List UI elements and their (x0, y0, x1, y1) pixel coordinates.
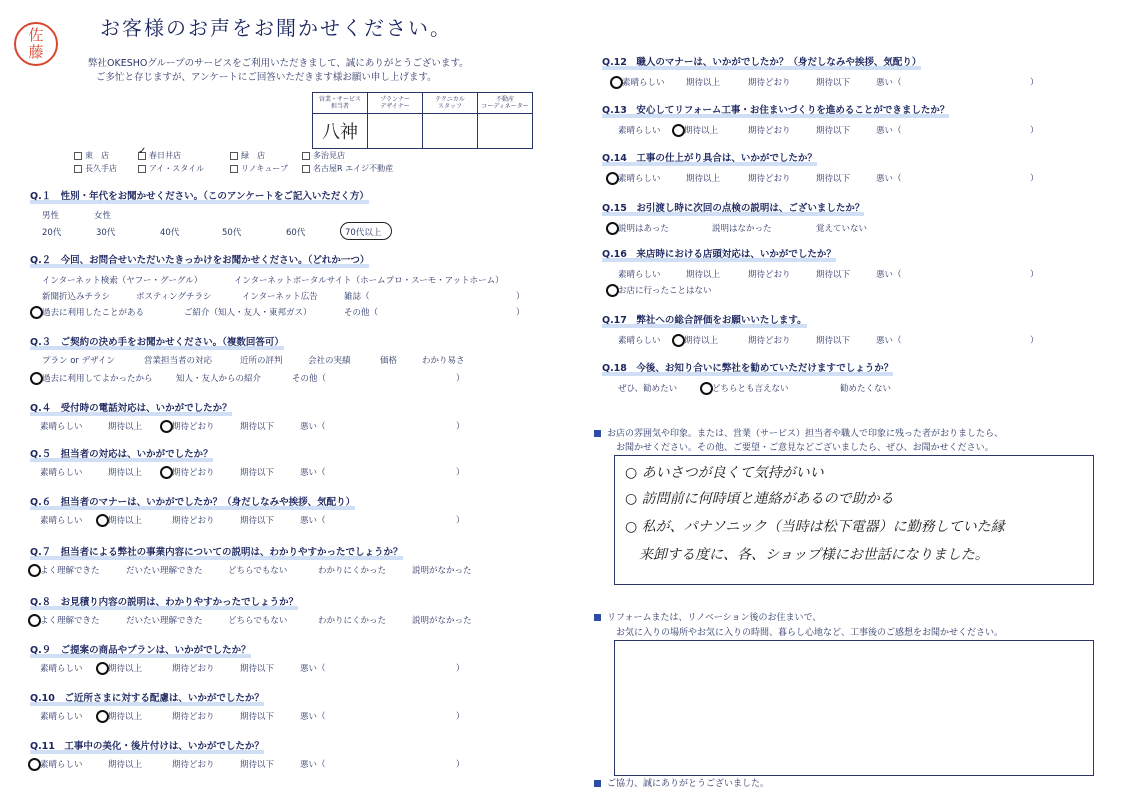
q1-option-30s[interactable]: 30代 (96, 228, 116, 238)
intro-line-2: ご多忙と存じますが、アンケートにご回答いただきます様お願い申し上げます。 (96, 72, 437, 83)
checkbox-icon[interactable] (302, 165, 310, 173)
q1-option-20s[interactable]: 20代 (42, 228, 62, 238)
selected-circle-icon (160, 466, 173, 479)
q5-option-1[interactable]: 素晴らしい (40, 468, 83, 478)
q2-option-flyer[interactable]: 新聞折込みチラシ (42, 292, 111, 302)
q2-paren-close: ） (516, 292, 525, 302)
selected-circle-icon (606, 172, 619, 185)
q14-option-1[interactable]: 素晴らしい (618, 172, 661, 184)
seal-char-1: 佐 (28, 26, 44, 44)
q11-option-1[interactable]: 素晴らしい (40, 758, 83, 770)
selected-circle-icon (606, 222, 619, 235)
store-option-kasugai[interactable]: ✓ 春日井店 (138, 150, 181, 161)
q5-paren-close: ） (456, 468, 465, 478)
question-7-title: Q.７ 担当者による弊社の事業内容についての説明は、わかりやすかったでしょうか？ (30, 544, 403, 558)
q5-option-4[interactable]: 期待以下 (240, 468, 275, 478)
square-bullet-icon (594, 430, 601, 437)
q12-option-3[interactable]: 期待どおり (748, 78, 791, 88)
store-option-midori[interactable]: 緑 店 (230, 150, 265, 161)
store-option-renocube[interactable]: リノキューブ (230, 163, 288, 174)
q16-option-3[interactable]: 期待どおり (748, 270, 791, 280)
q10-option-4[interactable]: 期待以下 (240, 712, 275, 722)
checkbox-icon[interactable] (74, 152, 82, 160)
q3-option-plan[interactable]: プラン or デザイン (42, 356, 116, 366)
comment2-prompt-line-2: お気に入りの場所やお気に入りの時間、暮らし心地など、工事後のご感想をお聞かせください。 (616, 628, 1004, 638)
question-5-title: Q.５ 担当者の対応は、いかがでしたか？ (30, 446, 213, 460)
q2-option-other[interactable]: その他（ (344, 308, 379, 318)
selected-circle-icon (28, 758, 41, 771)
question-3-title: Q.３ ご契約の決め手をお聞かせください。（複数回答可） (30, 334, 284, 348)
q14-paren-close: ） (1030, 174, 1039, 184)
q16-option-never-visited[interactable]: お店に行ったことはない (618, 284, 712, 296)
checkbox-icon[interactable] (230, 152, 238, 160)
question-13-title: Q.13 安心してリフォーム工事・お住まいづくりを進めることができましたか？ (602, 102, 949, 116)
q1-option-male[interactable]: 男性 (42, 211, 60, 221)
comment2-textarea[interactable] (614, 640, 1094, 776)
q1-option-60s[interactable]: 60代 (286, 228, 306, 238)
q8-option-3[interactable]: どちらでもない (228, 616, 288, 626)
q8-option-1[interactable]: よく理解できた (40, 614, 100, 626)
q3-paren-close: ） (456, 374, 465, 384)
staff-header-realestate: 不動産 コーディネーター (478, 93, 533, 114)
q16-option-4[interactable]: 期待以下 (816, 270, 851, 280)
q6-option-4[interactable]: 期待以下 (240, 516, 275, 526)
question-2-title: Q.２ 今回、お問合せいただいたきっかけをお聞かせください。（どれか一つ） (30, 252, 369, 266)
question-9-title: Q.９ ご提案の商品やプランは、いかがでしたか？ (30, 642, 251, 656)
q12-option-5[interactable]: 悪い（ (876, 78, 902, 88)
q9-paren-close: ） (456, 664, 465, 674)
q5-option-3[interactable]: 期待どおり (172, 466, 215, 478)
staff-value-planner[interactable] (368, 114, 423, 149)
q3-option-friend-referral[interactable]: 知人・友人からの紹介 (176, 374, 262, 384)
footer-thanks: ご協力、誠にありがとうございました。 (594, 776, 769, 789)
q10-option-3[interactable]: 期待どおり (172, 712, 215, 722)
selected-circle-icon (30, 306, 43, 319)
q4-option-2[interactable]: 期待以上 (108, 422, 143, 432)
comment1-prompt-line-1: お店の雰囲気や印象。または、営業（サービス）担当者や職人で印象に残った者がおりましたら、 (594, 426, 1003, 439)
q3-option-reputation[interactable]: 近所の評判 (240, 356, 283, 366)
q4-option-4[interactable]: 期待以下 (240, 422, 275, 432)
selected-circle-icon (96, 710, 109, 723)
q2-option-magazine[interactable]: 雑誌（ (344, 292, 370, 302)
q3-option-price[interactable]: 価格 (380, 356, 398, 366)
q10-option-5[interactable]: 悪い（ (300, 712, 326, 722)
q18-option-2[interactable]: どちらとも言えない (712, 382, 789, 394)
q13-paren-close: ） (1030, 126, 1039, 136)
q15-option-3[interactable]: 覚えていない (816, 224, 868, 234)
selected-circle-icon (28, 614, 41, 627)
q2-option-referral[interactable]: ご紹介（知人・友人・東邦ガス） (184, 308, 312, 318)
q7-option-4[interactable]: わかりにくかった (318, 566, 387, 576)
q4-paren-close: ） (456, 422, 465, 432)
question-6-title: Q.６ 担当者のマナーは、いかがでしたか？（身だしなみや挨拶、気配り） (30, 494, 355, 508)
q8-option-2[interactable]: だいたい理解できた (126, 616, 203, 626)
q1-option-female[interactable]: 女性 (94, 211, 112, 221)
question-1-title: Q.１ 性別・年代をお聞かせください。（このアンケートをご記入いただく方） (30, 188, 369, 202)
staff-header-sales: 営業・サービス 担当者 (313, 93, 368, 114)
q18-option-1[interactable]: ぜひ、勧めたい (618, 384, 678, 394)
q16-option-1[interactable]: 素晴らしい (618, 270, 661, 280)
q4-option-1[interactable]: 素晴らしい (40, 422, 83, 432)
store-option-tajimi[interactable]: 多治見店 (302, 150, 345, 161)
selected-circle-icon (30, 372, 43, 385)
q3-option-past-use[interactable]: 過去に利用してよかったから (42, 372, 153, 384)
q1-option-40s[interactable]: 40代 (160, 228, 180, 238)
selected-circle-icon (96, 514, 109, 527)
q16-option-2[interactable]: 期待以上 (686, 270, 721, 280)
q9-option-4[interactable]: 期待以下 (240, 664, 275, 674)
q12-paren-close: ） (1030, 78, 1039, 88)
q2-option-search[interactable]: インターネット検索（ヤフー・グーグル） (42, 276, 203, 286)
staff-header-technical: テクニカル スタッフ (423, 93, 478, 114)
intro-line-1: 弊社OKESHOグループのサービスをご利用いただきまして、誠にありがとうございます。 (88, 58, 469, 69)
staff-value-realestate[interactable] (478, 114, 533, 149)
question-14-title: Q.14 工事の仕上がり具合は、いかがでしたか？ (602, 150, 817, 164)
q11-option-4[interactable]: 期待以下 (240, 760, 275, 770)
seal-char-2: 藤 (28, 43, 44, 61)
q4-option-3[interactable]: 期待どおり (172, 420, 215, 432)
comment1-line-1: ○ あいさつが良くて気持がいい (625, 465, 824, 481)
name-seal-stamp (14, 22, 58, 66)
q17-option-1[interactable]: 素晴らしい (618, 336, 661, 346)
q17-option-2[interactable]: 期待以上 (684, 334, 718, 346)
store-option-nagoya-r[interactable]: 名古屋R エイジ不動産 (302, 163, 393, 174)
comment2-prompt-line-1: リフォームまたは、リノベーション後のお住まいで、 (594, 610, 821, 623)
checkbox-icon[interactable] (74, 165, 82, 173)
q11-option-3[interactable]: 期待どおり (172, 760, 215, 770)
comment1-line-3: ○ 私が、パナソニック（当時は松下電器）に勤務していた縁 (625, 519, 1005, 535)
q2-option-web-ad[interactable]: インターネット広告 (242, 292, 318, 302)
staff-header-planner: プランナー デザイナー (368, 93, 423, 114)
q12-option-4[interactable]: 期待以下 (816, 78, 851, 88)
question-10-title: Q.10 ご近所さまに対する配慮は、いかがでしたか？ (30, 690, 264, 704)
question-4-title: Q.４ 受付時の電話対応は、いかがでしたか？ (30, 400, 232, 414)
q11-option-5[interactable]: 悪い（ (300, 760, 326, 770)
q13-option-2[interactable]: 期待以上 (684, 124, 718, 136)
q6-option-2[interactable]: 期待以上 (108, 514, 142, 526)
q16-option-5[interactable]: 悪い（ (876, 270, 902, 280)
q7-option-5[interactable]: 説明がなかった (412, 566, 472, 576)
q15-option-1[interactable]: 説明はあった (618, 222, 669, 234)
comment1-line-2: ○ 訪問前に何時頃と連絡があるので助かる (625, 491, 894, 507)
selected-circle-icon (672, 124, 685, 137)
q13-option-5[interactable]: 悪い（ (876, 126, 902, 136)
question-12-title: Q.12 職人のマナーは、いかがでしたか？（身だしなみや挨拶、気配り） (602, 54, 921, 68)
q2-option-portal[interactable]: インターネットポータルサイト（ホームプロ・スーモ・アットホーム） (234, 276, 504, 286)
comment1-textarea[interactable] (614, 455, 1094, 585)
selected-circle-icon (28, 564, 41, 577)
q13-option-1[interactable]: 素晴らしい (618, 126, 661, 136)
q1-option-70s-plus[interactable]: 70代以上 (345, 228, 382, 238)
q1-option-50s[interactable]: 50代 (222, 228, 242, 238)
checked-checkbox-icon[interactable] (138, 152, 146, 160)
q17-paren-close: ） (1030, 336, 1039, 346)
q12-option-2[interactable]: 期待以上 (686, 78, 721, 88)
store-option-higashi[interactable]: 東 店 (74, 150, 109, 161)
question-15-title: Q.15 お引渡し時に次回の点検の説明は、ございましたか？ (602, 200, 864, 214)
q8-option-5[interactable]: 説明がなかった (412, 616, 472, 626)
checkbox-icon[interactable] (302, 152, 310, 160)
q9-option-1[interactable]: 素晴らしい (40, 664, 83, 674)
q7-option-3[interactable]: どちらでもない (228, 566, 288, 576)
comment1-prompt-line-2: お聞かせください。その他、ご要望・ご意見などございましたら、ぜひ、お聞かせください。 (616, 443, 994, 453)
question-8-title: Q.８ お見積り内容の説明は、わかりやすかったでしょうか？ (30, 594, 298, 608)
q14-option-3[interactable]: 期待どおり (748, 174, 791, 184)
q6-option-1[interactable]: 素晴らしい (40, 516, 83, 526)
question-11-title: Q.11 工事中の美化・後片付けは、いかがでしたか？ (30, 738, 264, 752)
q17-option-3[interactable]: 期待どおり (748, 336, 791, 346)
q18-option-3[interactable]: 勧めたくない (840, 384, 892, 394)
q13-option-3[interactable]: 期待どおり (748, 126, 791, 136)
q7-option-2[interactable]: だいたい理解できた (126, 566, 203, 576)
q7-option-1[interactable]: よく理解できた (40, 564, 100, 576)
page-title: お客様のお声をお聞かせください。 (100, 16, 452, 40)
q4-option-5[interactable]: 悪い（ (300, 422, 326, 432)
q17-option-5[interactable]: 悪い（ (876, 336, 902, 346)
q15-option-2[interactable]: 説明はなかった (712, 224, 772, 234)
checkbox-icon[interactable] (138, 165, 146, 173)
q3-option-staff[interactable]: 営業担当者の対応 (144, 356, 213, 366)
q11-option-2[interactable]: 期待以上 (108, 760, 143, 770)
q9-option-3[interactable]: 期待どおり (172, 664, 215, 674)
question-16-title: Q.16 来店時における店頭対応は、いかがでしたか？ (602, 246, 836, 260)
q10-option-2[interactable]: 期待以上 (108, 710, 142, 722)
q16-paren-close: ） (1030, 270, 1039, 280)
selected-answer-oval (340, 222, 392, 240)
staff-table (312, 92, 533, 149)
square-bullet-icon (594, 780, 601, 787)
selected-circle-icon (96, 662, 109, 675)
q3-option-other[interactable]: その他（ (292, 374, 327, 384)
selected-circle-icon (672, 334, 685, 347)
q11-paren-close: ） (456, 760, 465, 770)
q3-option-clarity[interactable]: わかり易さ (422, 356, 465, 366)
question-18-title: Q.18 今後、お知り合いに弊社を勧めていただけますでしょうか？ (602, 360, 893, 374)
checkbox-icon[interactable] (230, 165, 238, 173)
q14-option-5[interactable]: 悪い（ (876, 174, 902, 184)
q5-option-5[interactable]: 悪い（ (300, 468, 326, 478)
q17-option-4[interactable]: 期待以下 (816, 336, 851, 346)
q10-option-1[interactable]: 素晴らしい (40, 712, 83, 722)
q6-option-3[interactable]: 期待どおり (172, 516, 215, 526)
selected-circle-icon (610, 76, 623, 89)
q8-option-4[interactable]: わかりにくかった (318, 616, 387, 626)
comment1-line-4: 来卸する度に、各、ショップ様にお世話になりました。 (625, 547, 989, 563)
q6-option-5[interactable]: 悪い（ (300, 516, 326, 526)
staff-value-technical[interactable] (423, 114, 478, 149)
q9-option-2[interactable]: 期待以上 (108, 662, 142, 674)
staff-value-sales[interactable]: 八神 (313, 114, 368, 149)
q9-option-5[interactable]: 悪い（ (300, 664, 326, 674)
q2-paren-close-2: ） (516, 308, 525, 318)
q14-option-2[interactable]: 期待以上 (686, 174, 721, 184)
selected-circle-icon (160, 420, 173, 433)
q13-option-4[interactable]: 期待以下 (816, 126, 851, 136)
q6-paren-close: ） (456, 516, 465, 526)
q14-option-4[interactable]: 期待以下 (816, 174, 851, 184)
q3-option-track-record[interactable]: 会社の実績 (308, 356, 351, 366)
store-option-nagakute[interactable]: 長久手店 (74, 163, 117, 174)
store-option-istyle[interactable]: アイ・スタイル (138, 163, 204, 174)
selected-circle-icon (700, 382, 713, 395)
q2-option-past-customer[interactable]: 過去に利用したことがある (42, 306, 144, 318)
selected-circle-icon (606, 284, 619, 297)
q2-option-posting[interactable]: ポスティングチラシ (136, 292, 212, 302)
q5-option-2[interactable]: 期待以上 (108, 468, 143, 478)
q10-paren-close: ） (456, 712, 465, 722)
square-bullet-icon (594, 614, 601, 621)
question-17-title: Q.17 弊社への総合評価をお願いいたします。 (602, 312, 807, 326)
q12-option-1[interactable]: 素晴らしい (622, 76, 665, 88)
